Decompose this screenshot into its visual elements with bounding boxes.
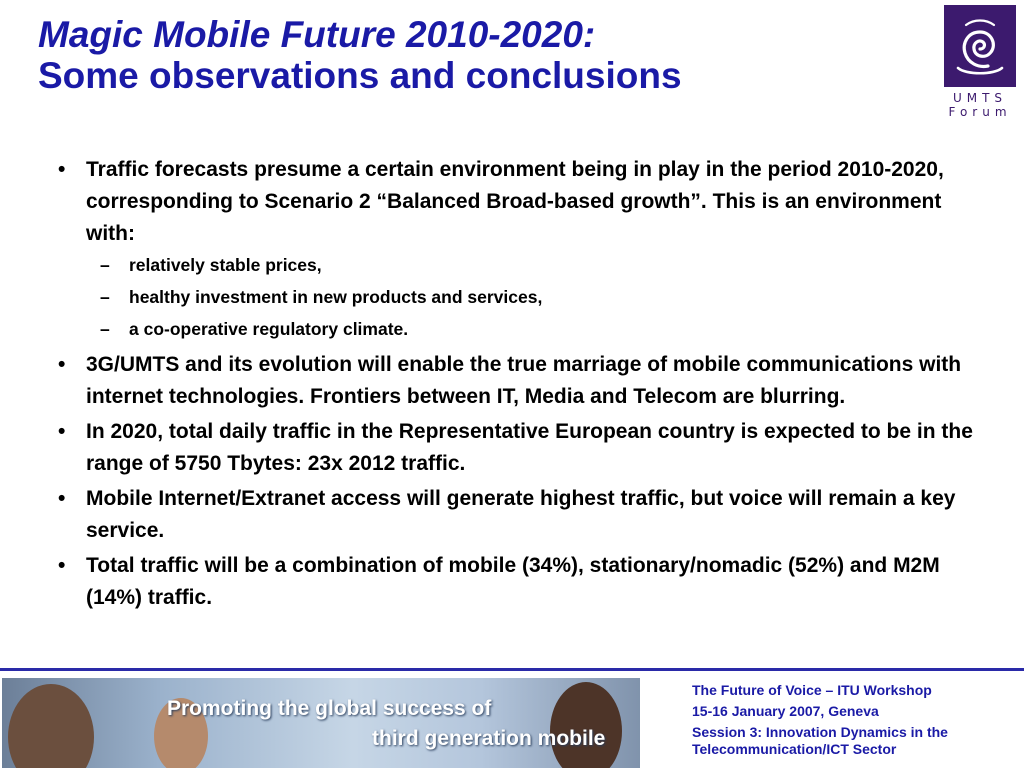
bullet-item: [58, 349, 978, 413]
bullet-text: Total traffic will be a combination of mobile (34%), stationary/nomadic (52%) and M2M (14%) traffic.: [86, 554, 940, 609]
footer-date: 15-16 January 2007, Geneva: [692, 703, 879, 719]
bullet-marker: •: [58, 420, 66, 443]
spiral-icon: [944, 5, 1016, 87]
banner-slogan: [167, 694, 605, 754]
logo-wordmark: [944, 91, 1016, 119]
sub-bullet-marker: –: [100, 319, 110, 339]
footer-divider: [0, 668, 1024, 671]
footer-event: The Future of Voice – ITU Workshop: [692, 682, 932, 698]
slide-title: [38, 14, 682, 96]
footer-session: Session 3: Innovation Dynamics in the Telecommunication/ICT Sector: [692, 724, 948, 757]
logo-emblem: [944, 5, 1016, 87]
bullet-item: [58, 550, 978, 614]
bullet-marker: •: [58, 353, 66, 376]
banner-line-2: third generation mobile: [372, 727, 606, 750]
sub-bullet-text: a co-operative regulatory climate.: [129, 319, 409, 339]
sub-bullet-text: healthy investment in new products and services,: [129, 287, 543, 307]
bullet-text: Traffic forecasts presume a certain environment being in play in the period 2010-2020, corresponding to Scenario 2 “Balanced Broad-based growth”. This is an environment with:: [86, 158, 944, 245]
banner-line-1: Promoting the global success of: [167, 697, 492, 720]
sub-bullet-marker: –: [100, 287, 110, 307]
bullet-marker: •: [58, 487, 66, 510]
bullet-text: 3G/UMTS and its evolution will enable the true marriage of mobile communications with internet technologies. Frontiers between IT, Media and Telecom are blurring.: [86, 353, 962, 408]
bullet-text: Mobile Internet/Extranet access will generate highest traffic, but voice will remain a key service.: [86, 487, 956, 542]
bullet-list: [58, 154, 978, 617]
bullet-text: In 2020, total daily traffic in the Representative European country is expected to be in the range of 5750 Tbytes: 23x 2012 traffic.: [86, 420, 973, 475]
title-line-1: Magic Mobile Future 2010-2020:: [38, 14, 596, 55]
title-line-2: Some observations and conclusions: [38, 55, 682, 96]
bullet-marker: •: [58, 158, 66, 181]
sub-bullet-item: [58, 317, 978, 342]
logo-text-line-2: Forum: [948, 105, 1012, 119]
logo-text-line-1: UMTS: [952, 91, 1008, 105]
bullet-marker: •: [58, 554, 66, 577]
bullet-item: [58, 154, 978, 250]
sub-bullet-text: relatively stable prices,: [129, 255, 322, 275]
umts-forum-logo: [944, 5, 1016, 123]
bullet-item: [58, 416, 978, 480]
footer-info: [692, 682, 1022, 762]
bullet-item: [58, 483, 978, 547]
sub-bullet-item: [58, 285, 978, 310]
sub-bullet-marker: –: [100, 255, 110, 275]
sub-bullet-item: [58, 253, 978, 278]
portrait-image: [8, 684, 94, 768]
promo-banner: [2, 678, 640, 768]
